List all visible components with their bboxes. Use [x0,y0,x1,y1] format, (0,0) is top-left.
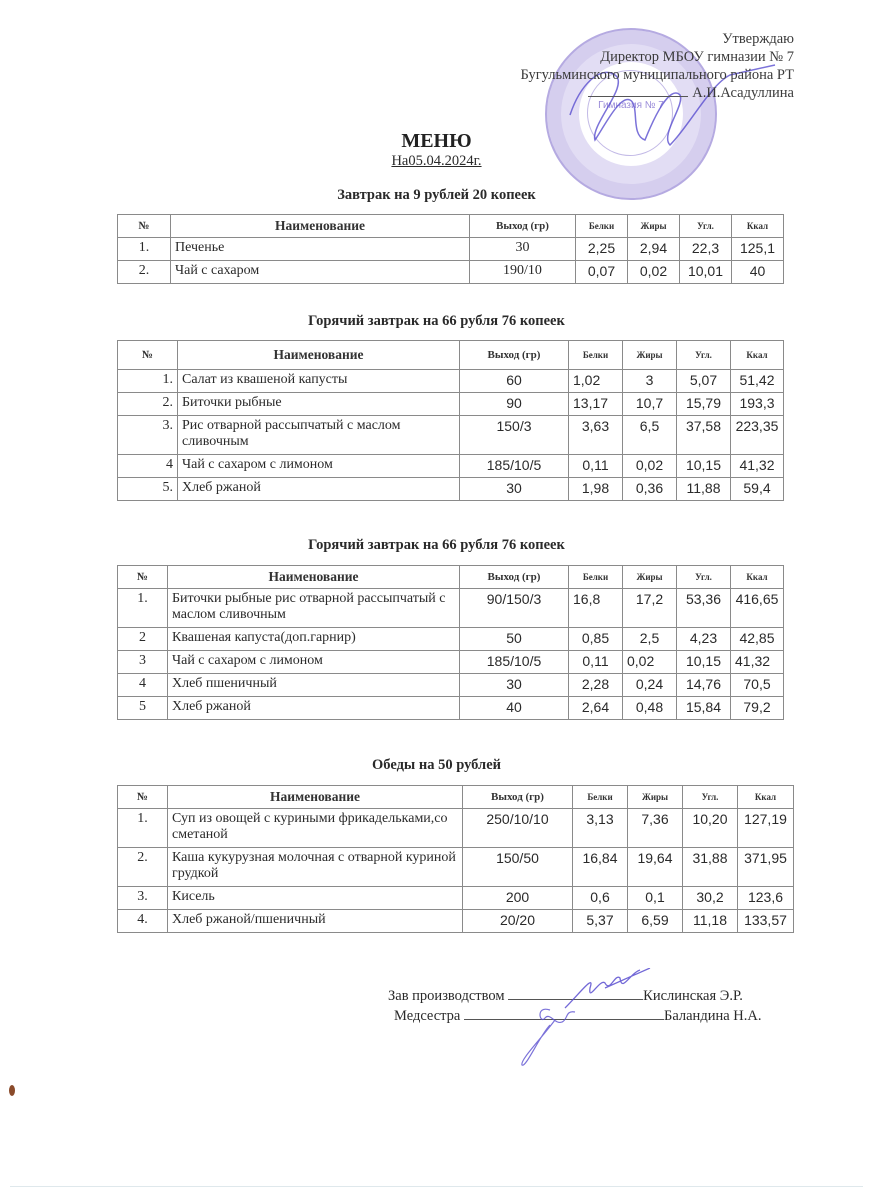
row-fat: 0,02 [623,455,677,478]
row-protein: 5,37 [573,910,628,933]
row-fat: 6,59 [628,910,683,933]
row-carbs: 15,79 [677,393,731,416]
table-row [118,261,784,284]
row-no: 5. [118,478,178,501]
col-name: Наименование [178,341,460,370]
table-row [118,628,784,651]
row-output: 30 [460,674,569,697]
row-kcal: 125,1 [732,238,784,261]
row-protein: 0,11 [569,651,623,674]
row-protein: 0,07 [576,261,628,284]
row-no: 2. [118,848,168,887]
signature-line [464,1019,664,1020]
row-output: 150/50 [463,848,573,887]
row-fat: 0,1 [628,887,683,910]
signature-line [588,96,688,97]
row-protein: 16,8 [569,589,623,628]
row-kcal: 40 [732,261,784,284]
table-header-row [118,786,794,809]
col-name: Наименование [171,215,470,238]
col-carbs: Угл. [683,786,738,809]
hot-breakfast-table-1 [117,340,784,501]
col-fat: Жиры [623,566,677,589]
row-fat: 7,36 [628,809,683,848]
row-carbs: 10,15 [677,651,731,674]
production-label: Зав производством [388,988,505,1004]
row-carbs: 4,23 [677,628,731,651]
row-output: 190/10 [470,261,576,284]
col-kcal: Ккал [738,786,794,809]
row-output: 200 [463,887,573,910]
col-carbs: Угл. [680,215,732,238]
row-protein: 2,28 [569,674,623,697]
row-name: Чай с сахаром [171,261,470,284]
row-kcal: 41,32 [731,455,784,478]
row-protein: 2,64 [569,697,623,720]
row-fat: 6,5 [623,416,677,455]
col-kcal: Ккал [731,566,784,589]
row-no: 1. [118,589,168,628]
row-protein: 2,25 [576,238,628,261]
table-row [118,674,784,697]
table-row [118,809,794,848]
col-carbs: Угл. [677,566,731,589]
signature-line [508,999,643,1000]
row-protein: 0,85 [569,628,623,651]
col-carbs: Угл. [677,341,731,370]
col-no: № [118,341,178,370]
table-row [118,887,794,910]
row-output: 185/10/5 [460,651,569,674]
col-output: Выход (гр) [460,566,569,589]
row-name: Чай с сахаром с лимоном [178,455,460,478]
row-carbs: 15,84 [677,697,731,720]
col-output: Выход (гр) [463,786,573,809]
approval-heading: Утверждаю [722,31,794,47]
production-signature-row [388,988,743,1005]
row-name: Биточки рыбные [178,393,460,416]
row-no: 1. [118,238,171,261]
row-output: 30 [460,478,569,501]
nurse-signature-row [394,1008,761,1025]
row-protein: 1,98 [569,478,623,501]
col-protein: Белки [569,341,623,370]
table-row [118,238,784,261]
row-name: Салат из квашеной капусты [178,370,460,393]
table-header-row [118,566,784,589]
row-kcal: 42,85 [731,628,784,651]
col-protein: Белки [573,786,628,809]
row-name: Рис отварной рассыпчатый с маслом сливочным [178,416,460,455]
row-name: Биточки рыбные рис отварной рассыпчатый с маслом сливочным [168,589,460,628]
row-kcal: 70,5 [731,674,784,697]
approval-position: Директор МБОУ гимназии № 7 [600,49,794,65]
col-protein: Белки [569,566,623,589]
row-kcal: 123,6 [738,887,794,910]
row-fat: 3 [623,370,677,393]
table-row [118,393,784,416]
page-title: МЕНЮ [401,130,472,152]
section-title-lunch: Обеды на 50 рублей [372,757,501,773]
row-no: 4. [118,910,168,933]
col-fat: Жиры [623,341,677,370]
row-no: 2. [118,261,171,284]
nurse-label: Медсестра [394,1008,461,1024]
row-carbs: 10,20 [683,809,738,848]
row-carbs: 10,01 [680,261,732,284]
row-output: 90/150/3 [460,589,569,628]
row-carbs: 10,15 [677,455,731,478]
row-carbs: 31,88 [683,848,738,887]
section-title-hot-breakfast-1: Горячий завтрак на 66 рубля 76 копеек [308,313,565,329]
row-name: Хлеб ржаной [168,697,460,720]
row-no: 2. [118,393,178,416]
scan-edge-line [10,1186,863,1187]
row-kcal: 79,2 [731,697,784,720]
row-name: Хлеб ржаной [178,478,460,501]
col-protein: Белки [576,215,628,238]
row-protein: 3,13 [573,809,628,848]
row-kcal: 416,65 [731,589,784,628]
approval-district: Бугульминского муниципального района РТ [520,67,794,83]
table-row [118,416,784,455]
approval-signer: А.И.Асадуллина [521,84,795,102]
col-kcal: Ккал [732,215,784,238]
row-output: 150/3 [460,416,569,455]
row-fat: 0,02 [628,261,680,284]
row-name: Каша кукурузная молочная с отварной куриной грудкой [168,848,463,887]
breakfast-table [117,214,784,284]
row-kcal: 371,95 [738,848,794,887]
row-carbs: 30,2 [683,887,738,910]
row-carbs: 5,07 [677,370,731,393]
row-name: Хлеб пшеничный [168,674,460,697]
row-kcal: 51,42 [731,370,784,393]
section-title-breakfast: Завтрак на 9 рублей 20 копеек [337,187,536,203]
row-fat: 17,2 [623,589,677,628]
col-kcal: Ккал [731,341,784,370]
row-name: Печенье [171,238,470,261]
row-name: Кисель [168,887,463,910]
col-output: Выход (гр) [460,341,569,370]
row-no: 4 [118,674,168,697]
lunch-table [117,785,794,933]
row-name: Хлеб ржаной/пшеничный [168,910,463,933]
stamp-text: Гимназия № 7 [598,100,664,111]
row-carbs: 37,58 [677,416,731,455]
nurse-name: Баландина Н.А. [664,1008,762,1024]
row-kcal: 59,4 [731,478,784,501]
row-no: 2 [118,628,168,651]
row-carbs: 14,76 [677,674,731,697]
ink-spot [9,1085,15,1096]
row-no: 5 [118,697,168,720]
row-carbs: 53,36 [677,589,731,628]
row-fat: 2,5 [623,628,677,651]
row-fat: 2,94 [628,238,680,261]
table-row [118,651,784,674]
row-output: 185/10/5 [460,455,569,478]
row-fat: 0,24 [623,674,677,697]
row-carbs: 11,18 [683,910,738,933]
row-fat: 10,7 [623,393,677,416]
row-fat: 0,48 [623,697,677,720]
row-fat: 0,36 [623,478,677,501]
production-name: Кислинская Э.Р. [643,988,743,1004]
row-name: Чай с сахаром с лимоном [168,651,460,674]
table-row [118,455,784,478]
table-row [118,370,784,393]
col-no: № [118,215,171,238]
row-no: 3. [118,887,168,910]
section-title-hot-breakfast-2: Горячий завтрак на 66 рубля 76 копеек [308,537,565,553]
row-output: 90 [460,393,569,416]
row-protein: 3,63 [569,416,623,455]
row-protein: 16,84 [573,848,628,887]
row-protein: 0,6 [573,887,628,910]
row-output: 60 [460,370,569,393]
row-name: Суп из овощей с куриными фрикадельками,со сметаной [168,809,463,848]
row-fat: 19,64 [628,848,683,887]
col-fat: Жиры [628,786,683,809]
row-no: 4 [118,455,178,478]
row-carbs: 22,3 [680,238,732,261]
col-no: № [118,566,168,589]
row-no: 1. [118,809,168,848]
row-kcal: 41,32 [731,651,784,674]
table-header-row [118,215,784,238]
row-name: Квашеная капуста(доп.гарнир) [168,628,460,651]
row-kcal: 223,35 [731,416,784,455]
hot-breakfast-table-2 [117,565,784,720]
row-output: 30 [470,238,576,261]
row-protein: 13,17 [569,393,623,416]
table-row [118,848,794,887]
row-kcal: 133,57 [738,910,794,933]
col-name: Наименование [168,786,463,809]
row-output: 50 [460,628,569,651]
table-row [118,910,794,933]
row-no: 1. [118,370,178,393]
approval-block [521,30,795,102]
col-output: Выход (гр) [470,215,576,238]
row-kcal: 193,3 [731,393,784,416]
row-kcal: 127,19 [738,809,794,848]
menu-date: На05.04.2024г. [391,153,482,169]
table-header-row [118,341,784,370]
row-protein: 0,11 [569,455,623,478]
row-no: 3 [118,651,168,674]
row-output: 20/20 [463,910,573,933]
row-carbs: 11,88 [677,478,731,501]
row-fat: 0,02 [623,651,677,674]
col-no: № [118,786,168,809]
table-row [118,478,784,501]
row-output: 250/10/10 [463,809,573,848]
row-no: 3. [118,416,178,455]
row-output: 40 [460,697,569,720]
col-fat: Жиры [628,215,680,238]
col-name: Наименование [168,566,460,589]
table-row [118,697,784,720]
row-protein: 1,02 [569,370,623,393]
table-row [118,589,784,628]
